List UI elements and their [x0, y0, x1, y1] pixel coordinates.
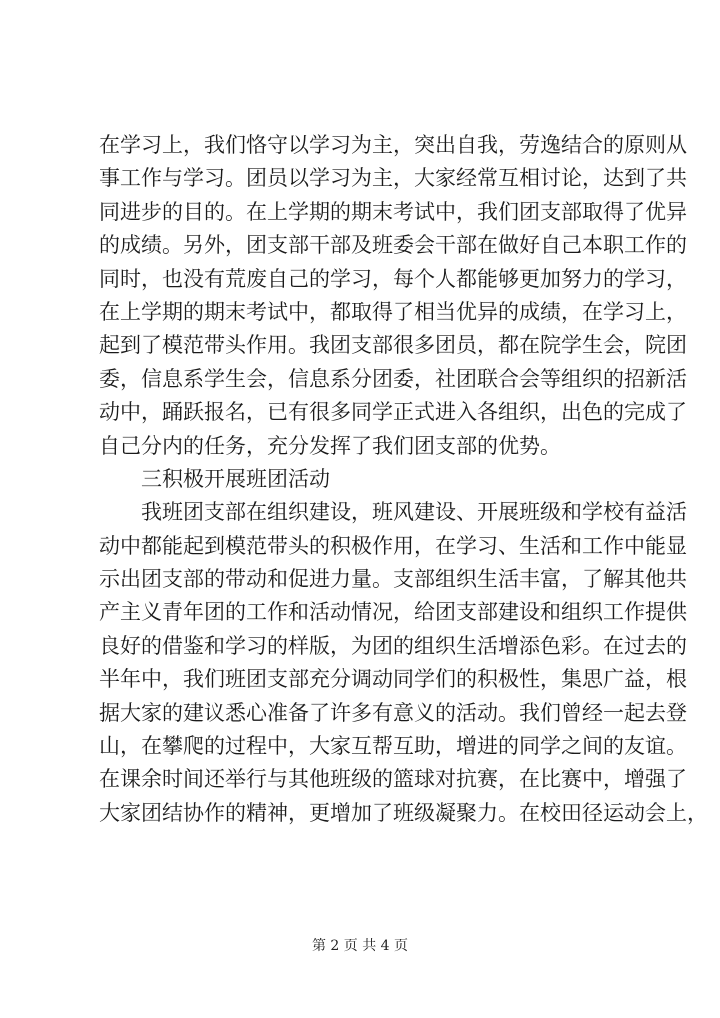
- text-line: 动中，踊跃报名，已有很多同学正式进入各组织，出色的完成了: [99, 400, 687, 425]
- text-line: 同进步的目的。在上学期的期末考试中，我们团支部取得了优异: [99, 199, 687, 224]
- text-line: 示出团支部的带动和促进力量。支部组织生活丰富，了解其他共: [99, 567, 687, 592]
- text-line: 在课余时间还举行与其他班级的篮球对抗赛，在比赛中，增强了: [99, 767, 687, 792]
- text-line: 起到了模范带头作用。我团支部很多团员，都在院学生会，院团: [99, 333, 687, 358]
- text-line: 自己分内的任务，充分发挥了我们团支部的优势。: [99, 433, 561, 458]
- text-line: 山，在攀爬的过程中，大家互帮互助，增进的同学之间的友谊。: [99, 734, 687, 759]
- text-line: 委，信息系学生会，信息系分团委，社团联合会等组织的招新活: [99, 366, 687, 391]
- text-line: 的成绩。另外，团支部干部及班委会干部在做好自己本职工作的: [99, 233, 687, 258]
- text-line: 我班团支部在组织建设，班风建设、开展班级和学校有益活: [141, 500, 687, 525]
- text-line: 大家团结协作的精神，更增加了班级凝聚力。在校田径运动会上，: [99, 800, 708, 825]
- text-line: 据大家的建议悉心准备了许多有意义的活动。我们曾经一起去登: [99, 700, 687, 725]
- section-heading: 三积极开展班团活动: [141, 466, 330, 491]
- text-line: 在学习上，我们恪守以学习为主，突出自我，劳逸结合的原则从: [99, 133, 687, 157]
- text-line: 在上学期的期末考试中，都取得了相当优异的成绩，在学习上，: [99, 299, 687, 324]
- text-line: 良好的借鉴和学习的样版，为团的组织生活增添色彩。在过去的: [99, 633, 687, 658]
- text-line: 动中都能起到模范带头的积极作用，在学习、生活和工作中能显: [99, 533, 687, 558]
- text-line: 同时，也没有荒废自己的学习，每个人都能够更加努力的学习，: [99, 266, 687, 291]
- text-line: 事工作与学习。团员以学习为主，大家经常互相讨论，达到了共: [99, 166, 687, 191]
- body-text: [99, 129, 708, 830]
- text-line: 半年中，我们班团支部充分调动同学们的积极性，集思广益，根: [99, 667, 687, 692]
- text-line: 产主义青年团的工作和活动情况，给团支部建设和组织工作提供: [99, 600, 687, 625]
- page-number: 第 2 页 共 4 页: [311, 938, 409, 954]
